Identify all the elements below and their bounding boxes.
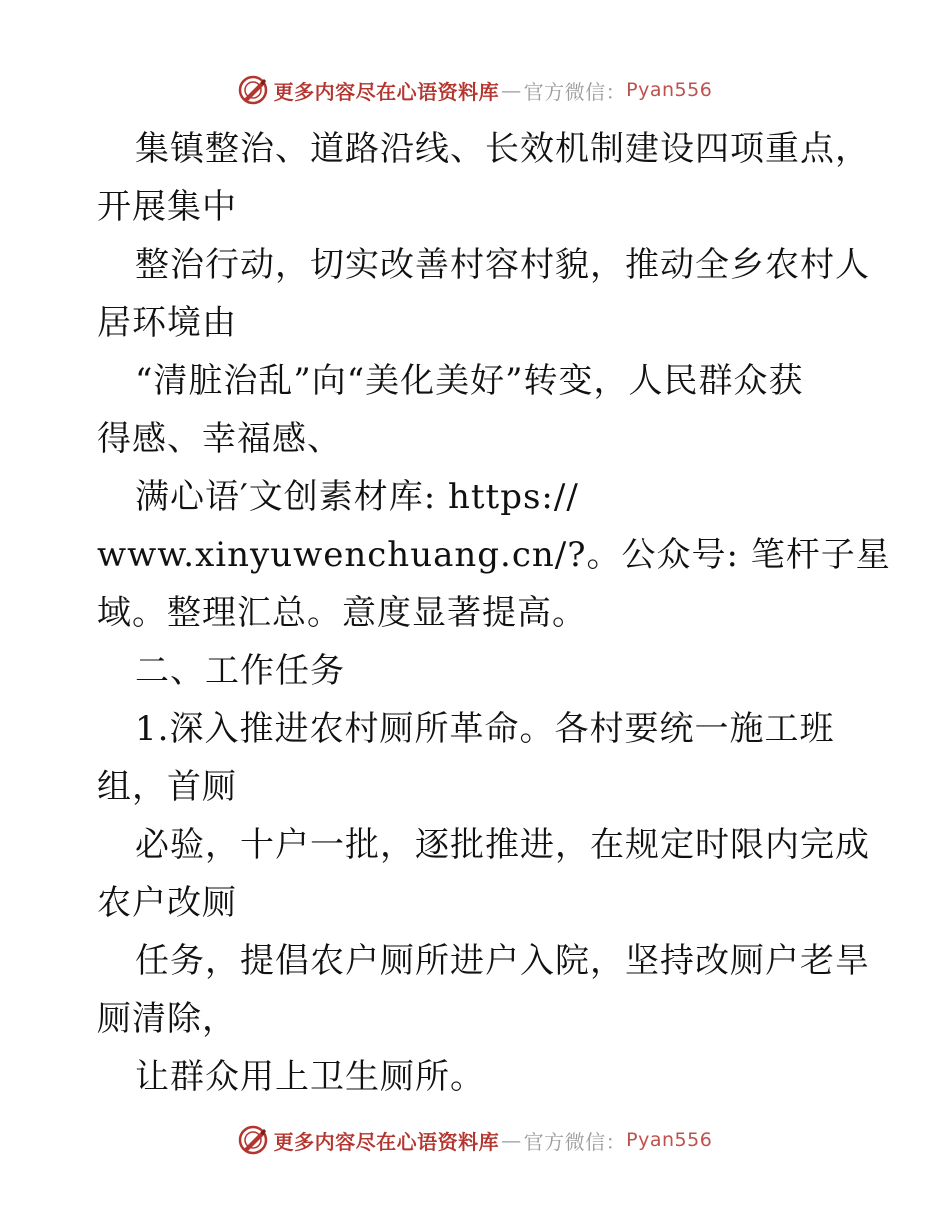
text-line: 居环境由: [97, 303, 237, 343]
text-line: 集镇整治、道路沿线、长效机制建设四项重点，: [135, 129, 870, 169]
text-line: 整治行动，切实改善村容村貌，推动全乡农村人: [135, 245, 870, 285]
text-line: “清脏治乱”向“美化美好”转变，人民群众获: [135, 361, 804, 401]
text-line: 满心语′文创素材库: https://: [135, 477, 579, 517]
text-line: 厕清除，: [97, 999, 237, 1039]
text-line: 组，首厕: [97, 767, 237, 807]
document-body: [97, 120, 891, 1106]
text-line: 让群众用上卫生厕所。: [135, 1057, 485, 1097]
pen-logo-icon: [238, 75, 268, 105]
wechat-label: 官方微信：: [523, 1129, 627, 1154]
footer-watermark-banner: [0, 1120, 950, 1160]
site-name-text: 更多内容尽在心语资料库: [273, 79, 500, 104]
text-line: 必验，十户一批，逐批推进，在规定时限内完成: [135, 825, 870, 865]
text-line: 任务，提倡农户厕所进户入院，坚持改厕户老旱: [135, 941, 870, 981]
header-watermark-banner: [0, 70, 950, 110]
text-line: 域。整理汇总。意度显著提高。: [97, 593, 587, 633]
text-line: 开展集中: [97, 187, 237, 227]
pen-logo-icon: [238, 1125, 268, 1155]
wechat-label: 官方微信：: [523, 79, 627, 104]
site-name-text: 更多内容尽在心语资料库: [273, 1129, 500, 1154]
text-line: 得感、幸福感、: [97, 419, 342, 459]
wechat-id: Pyan556: [626, 1129, 713, 1151]
text-line: www.xinyuwenchuang.cn/?。公众号: 笔杆子星: [97, 535, 891, 575]
wechat-id: Pyan556: [626, 79, 713, 101]
text-line: 农户改厕: [97, 883, 237, 923]
separator-dash: —: [501, 78, 522, 102]
text-line: 1.深入推进农村厕所革命。各村要统一施工班: [135, 709, 835, 749]
separator-dash: —: [501, 1128, 522, 1152]
text-line: 二、工作任务: [135, 651, 345, 691]
